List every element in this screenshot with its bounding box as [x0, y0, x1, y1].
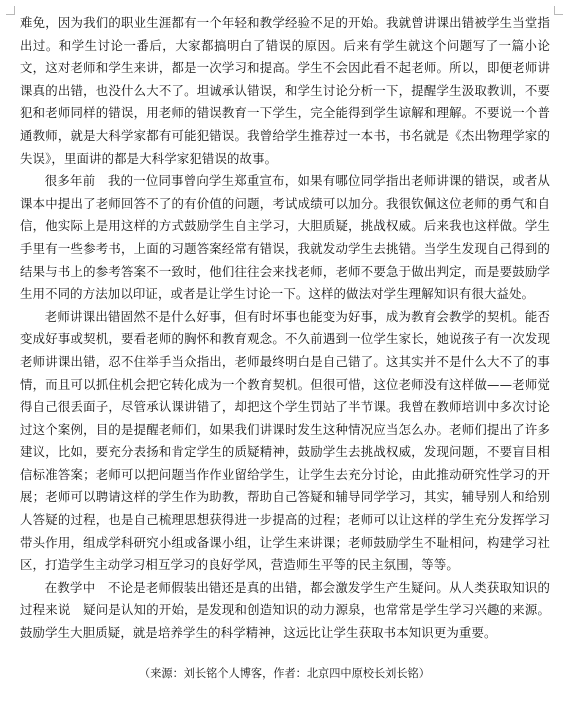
page-corner-mark-left: [6, 6, 15, 15]
article-body: [20, 12, 550, 645]
paragraph-colleague-bonus: 很多年前 我的一位同事曾向学生郑重宣布，如果有哪位同学指出老师讲课的错误，或者从课本中提出了老师回答不了的有价值的问题，考试成绩可以加分。我很钦佩这位老师的勇气和自信，他实际上是用这样的方式鼓励学生自主学习，大胆质疑，挑战权威。后来我也这样做。学生手里有一些参考书，上面的习题答案经常有错误，我就发动学生去挑错。当学生发现自己得到的结果与书上的参考答案不一致时，他们往往会来找老师，老师不要急于做出判定，而是要鼓励学生用不同的方法加以印证，或者是让学生讨论一下。这样的做法对学生理解知识有很大益处。: [20, 173, 550, 302]
paragraph-questioning: 在教学中 不论是老师假装出错还是真的出错，都会激发学生产生疑问。从人类获取知识的过程来说 疑问是认知的开始，是发现和创造知识的动力源泉，也常常是学生学习兴趣的来源。鼓励学生大胆质疑，就是培养学生的科学精神，这远比让学生获取书本知识更为重要。: [20, 579, 550, 641]
page-corner-mark-right: [554, 6, 563, 15]
source-attribution: （来源：刘长铭个人博客，作者：北京四中原校长刘长铭）: [139, 667, 430, 680]
paragraph-continuation: 难免，因为我们的职业生涯都有一个年轻和教学经验不足的开始。我就曾讲课出错被学生当堂指出过。和学生讨论一番后，大家都搞明白了错误的原因。后来有学生就这个问题写了一篇小论文，这对老师和学生来讲，都是一次学习和提高。学生不会因此看不起老师。所以，即便老师讲课真的出错，也没什么大不了。坦诚承认错误，和学生讨论分析一下，提醒学生汲取教训，不要犯和老师同样的错误，用老师的错误教育一下学生，完全能得到学生谅解和理解。不要说一个普通教师，就是大科学家都有可能犯错误。我曾给学生推荐过一本书，书名就是《杰出物理学家的失误》，里面讲的都是大科学家犯错误的故事。: [20, 15, 550, 166]
paragraph-teaching-opportunity: 老师讲课出错固然不是什么好事，但有时坏事也能变为好事，成为教育会教学的契机。能否变成好事或契机，要看老师的胸怀和教育观念。不久前遇到一位学生家长，她说孩子有一次发现老师讲课出错，忍不住举手当众指出，老师最终明白是自己错了。这其实并不是什么大不了的事情，而且可以抓住机会把它转化成为一个教育契机。但很可惜，这位老师没有这样做——老师觉得自己很丢面子，尽管承认课讲错了，却把这个学生罚站了半节课。我曾在教师培训中多次讨论过这个案例，目的是提醒老师们，如果我们讲课时发生这种情况应当怎么办。老师们提出了许多建议，比如，要充分表扬和肯定学生的质疑精神，鼓励学生去挑战权威，发现问题，不要盲目相信标准答案；老师可以把问题当作作业留给学生，让学生去充分讨论，由此推动研究性学习的开展；老师可以聘请这样的学生作为助教，帮助自己答疑和辅导同学学习，其实，辅导别人和给别人答疑的过程，也是自己梳理思想获得进一步提高的过程；老师可以让这样的学生充分发挥学习带头作用，组成学科研究小组或备课小组，让学生来讲课；老师鼓励学生不耻相问，构建学习社区，打造学生主动学习相互学习的良好学风，营造师生平等的民主氛围，等等。: [20, 308, 550, 573]
